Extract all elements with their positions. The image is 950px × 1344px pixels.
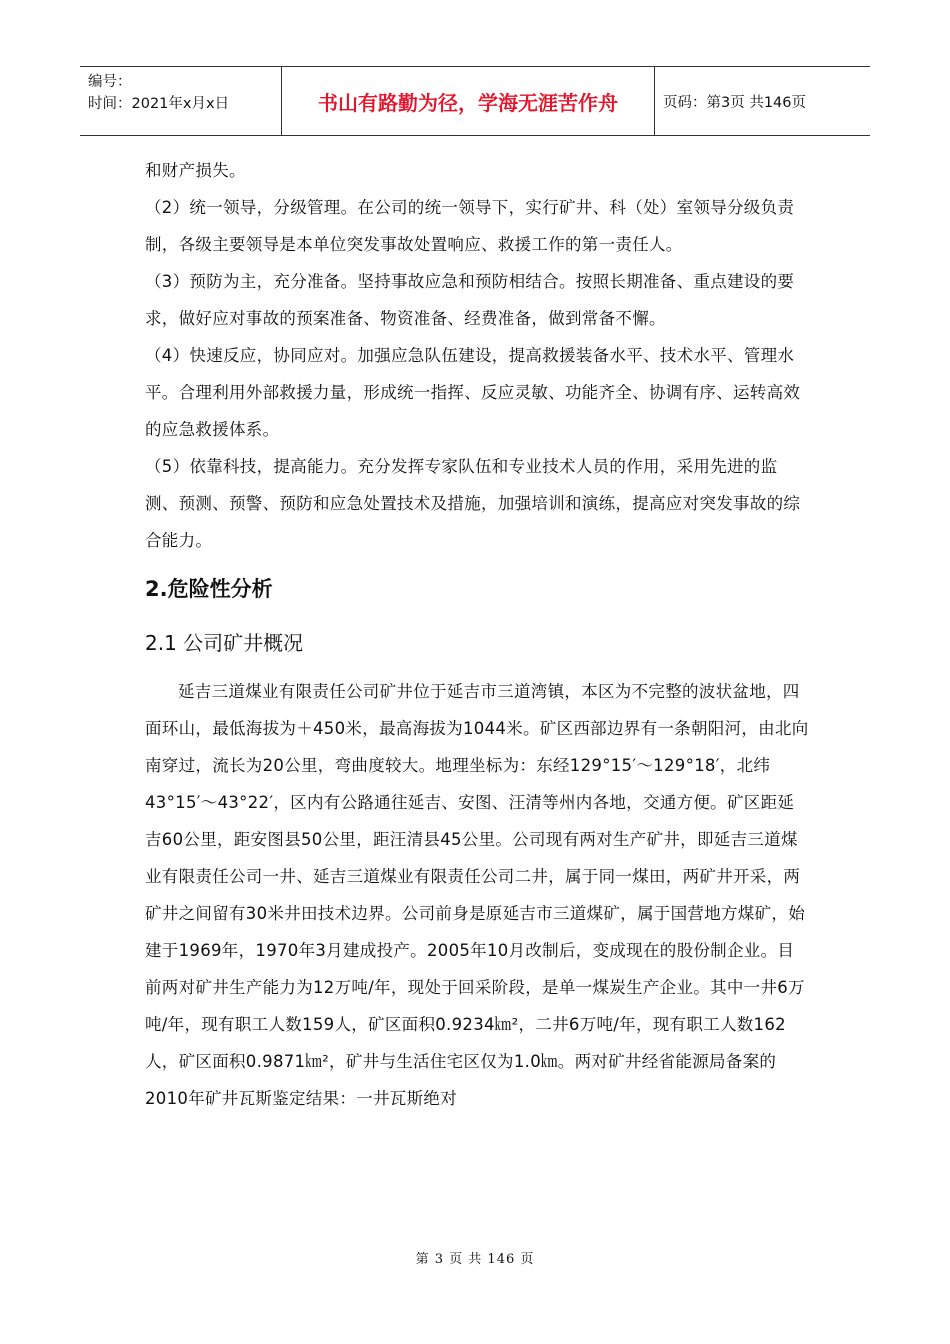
- paragraph-6: 延吉三道煤业有限责任公司矿井位于延吉市三道湾镇，本区为不完整的波状盆地，四面环山，最低海拔为＋450米，最高海拔为1044米。矿区西部边界有一条朝阳河，由北向南穿过，流长为20公里，弯曲度较大。地理坐标为：东经129°15′～129°18′，北纬43°15′～43°22′，区内有公路通往延吉、安图、汪清等州内各地，交通方便。矿区距延吉60公里，距安图县50公里，距汪清县45公里。公司现有两对生产矿井，即延吉三道煤业有限责任公司一井、延吉三道煤业有限责任公司二井，属于同一煤田，两矿井开采，两矿井之间留有30米井田技术边界。公司前身是原延吉市三道煤矿，属于国营地方煤矿，始建于1969年，1970年3月建成投产。2005年10月改制后，变成现在的股份制企业。目前两对矿井生产能力为12万吨/年，现处于回采阶段，是单一煤炭生产企业。其中一井6万吨/年，现有职工人数159人，矿区面积0.9234㎞²，二井6万吨/年，现有职工人数162人，矿区面积0.9871㎞²，矿井与生活住宅区仅为1.0㎞。两对矿井经省能源局备案的2010年矿井瓦斯鉴定结果：一井瓦斯绝对: [145, 682, 809, 1108]
- page-header: [80, 66, 870, 136]
- document-body: [145, 152, 810, 1117]
- paragraph-5: （5）依靠科技，提高能力。充分发挥专家队伍和专业技术人员的作用，采用先进的监测、预测、预警、预防和应急处置技术及措施，加强培训和演练，提高应对突发事故的综合能力。: [145, 457, 801, 550]
- time-label: 时间：2021年x月x日: [88, 96, 230, 112]
- paragraph-2: （2）统一领导，分级管理。在公司的统一领导下，实行矿井、科（处）室领导分级负责制，各级主要领导是本单位突发事故处置响应、救援工作的第一责任人。: [145, 198, 795, 254]
- page-footer: 第 3 页 共 146 页: [415, 1252, 535, 1267]
- number-label: 编号：: [88, 74, 132, 90]
- paragraph-3: （3）预防为主，充分准备。坚持事故应急和预防相结合。按照长期准备、重点建设的要求，做好应对事故的预案准备、物资准备、经费准备，做到常备不懈。: [145, 272, 795, 328]
- header-meta: [80, 67, 282, 135]
- paragraph-1: 和财产损失。: [145, 161, 246, 180]
- subsection-title: 2.1 公司矿井概况: [145, 631, 304, 655]
- section-title: 2.危险性分析: [145, 577, 273, 601]
- header-motto: 书山有路勤为径，学海无涯苦作舟: [282, 67, 655, 135]
- paragraph-4: （4）快速反应，协同应对。加强应急队伍建设，提高救援装备水平、技术水平、管理水平。合理利用外部救援力量，形成统一指挥、反应灵敏、功能齐全、协调有序、运转高效的应急救援体系。: [145, 346, 801, 439]
- header-page-info: 页码：第3页 共146页: [663, 94, 807, 111]
